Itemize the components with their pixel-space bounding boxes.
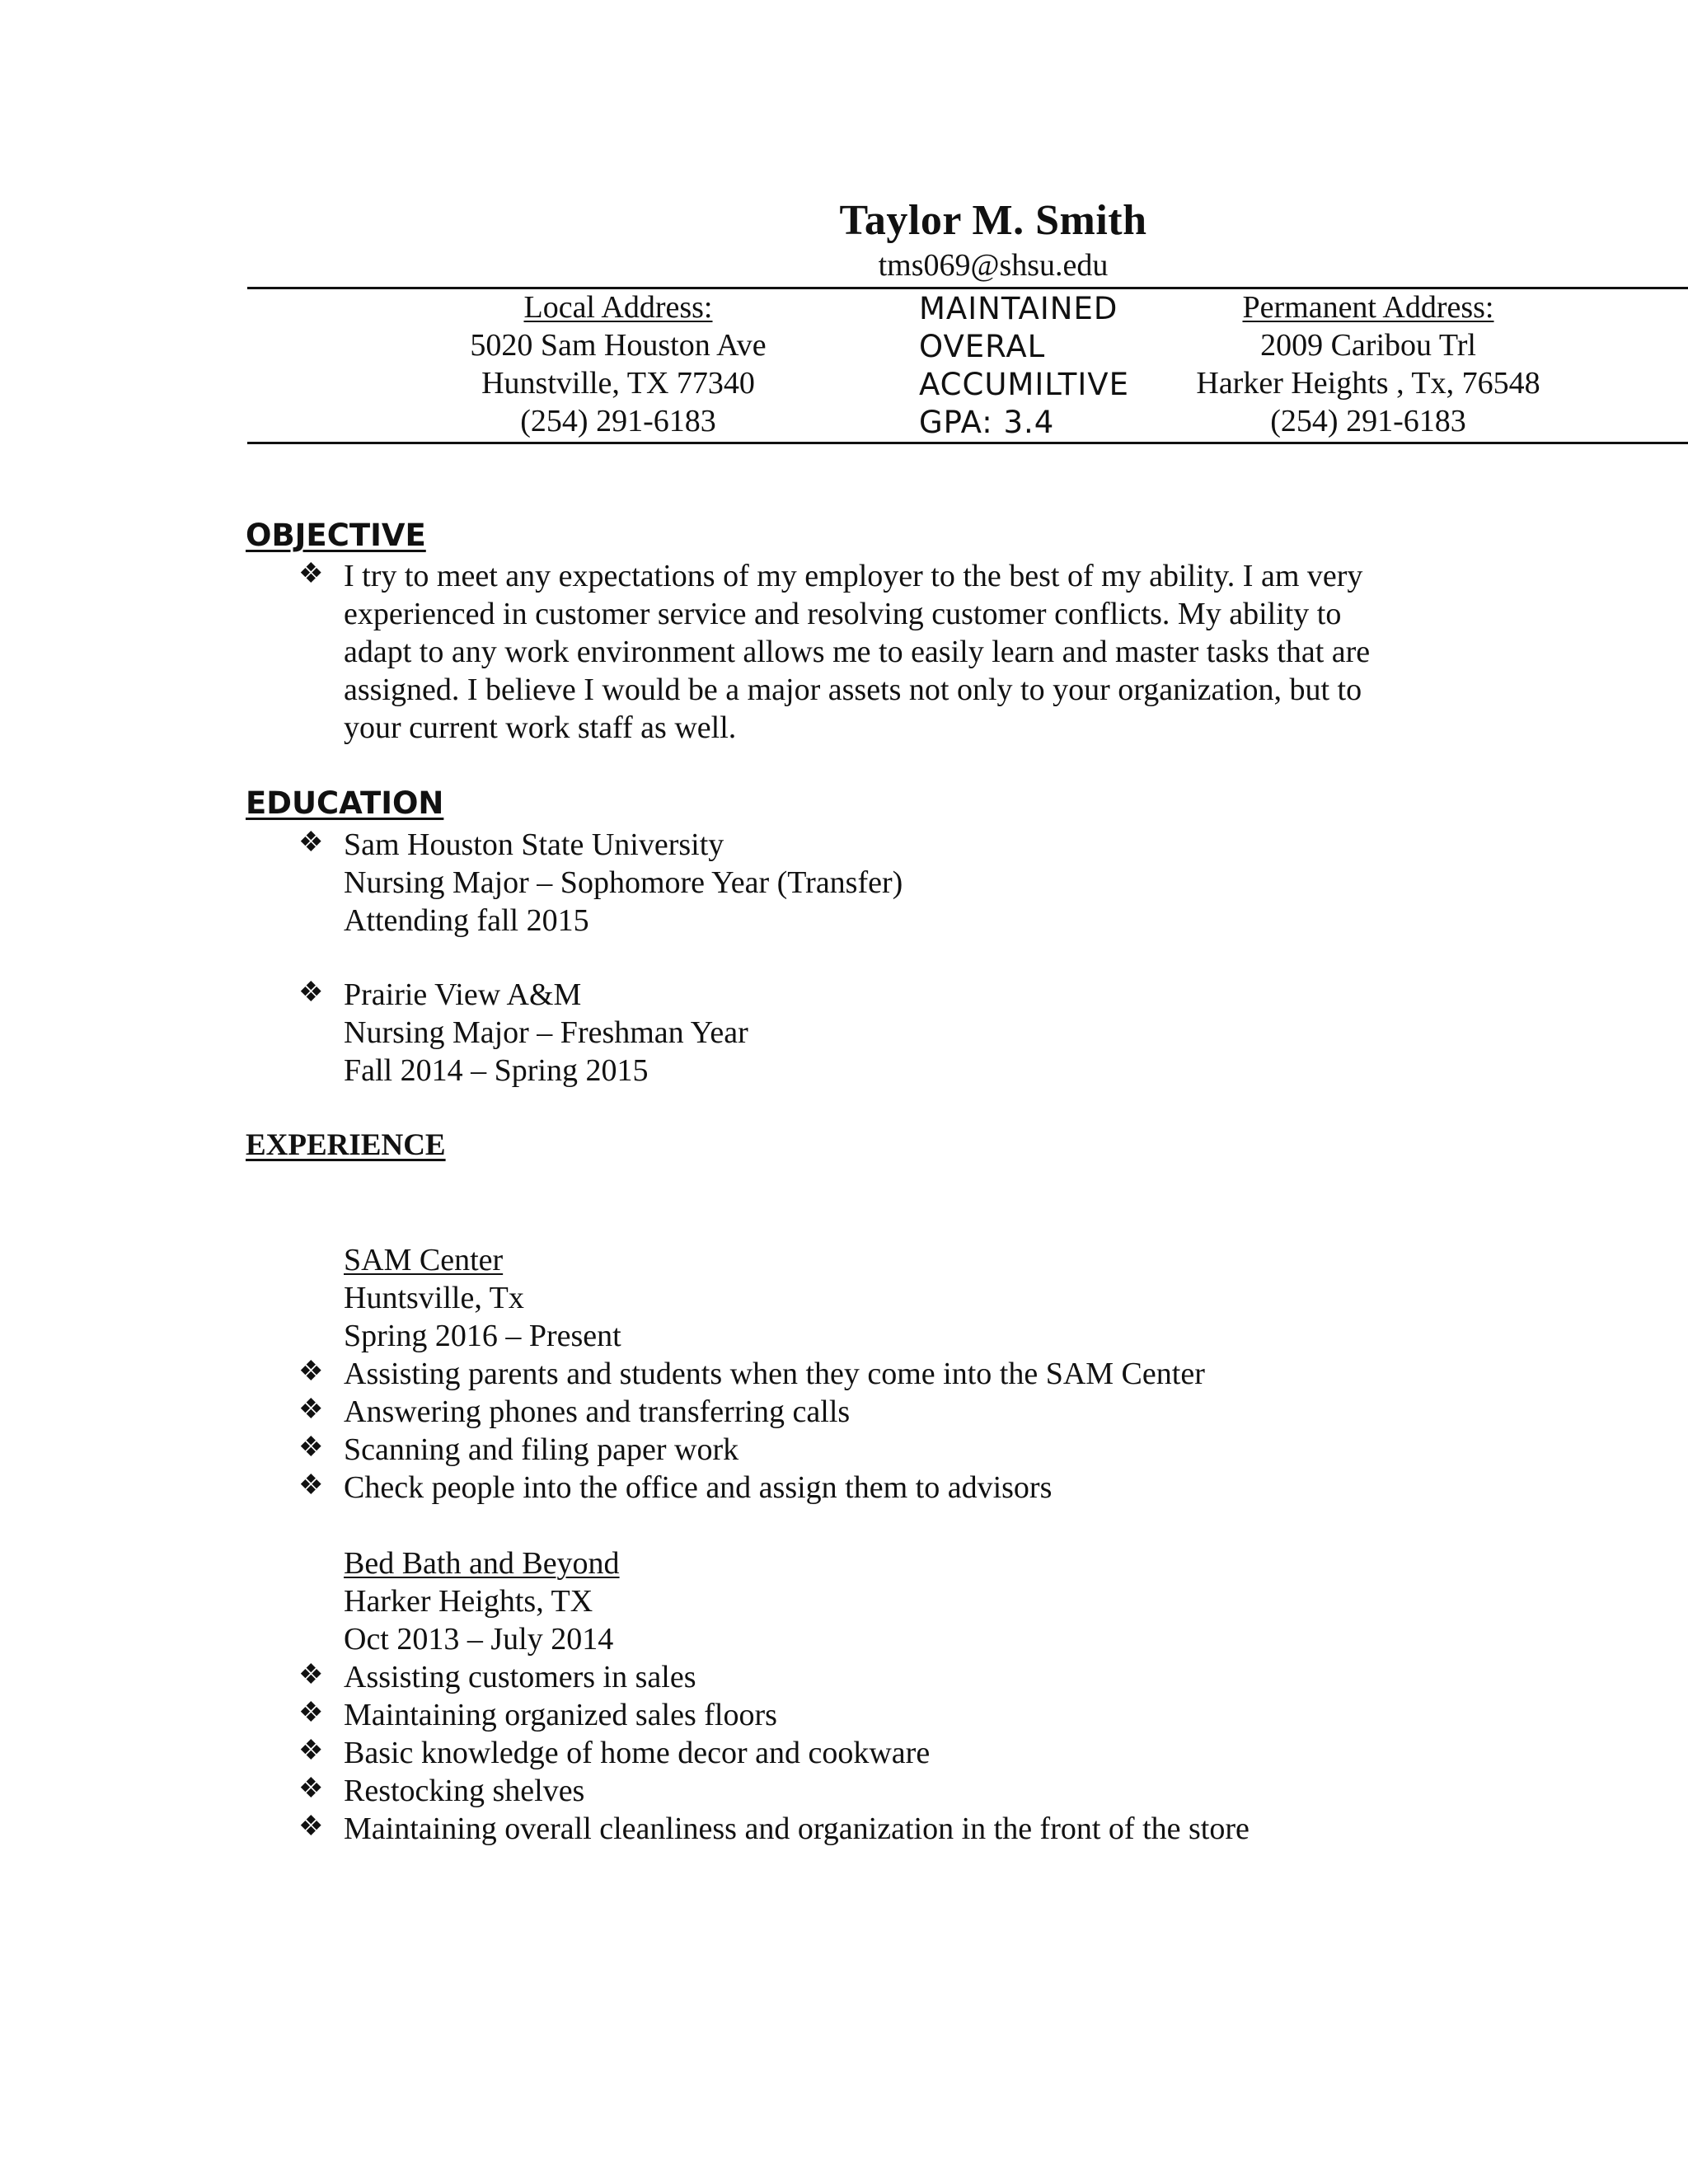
employer-location: Harker Heights, TX [344, 1584, 593, 1619]
school-name: Sam Houston State University [344, 827, 724, 862]
education-heading: EDUCATION [246, 785, 444, 821]
objective-line: your current work staff as well. [344, 710, 737, 745]
job-duty: Assisting customers in sales [344, 1660, 696, 1694]
permanent-address-heading: Permanent Address: [1242, 290, 1494, 325]
resume-name: Taylor M. Smith [839, 197, 1147, 244]
permanent-address-block [1154, 288, 1582, 440]
local-address-city: Hunstville, TX 77340 [481, 366, 755, 401]
bullet-icon: ❖ [298, 1698, 324, 1728]
local-address-phone: (254) 291-6183 [520, 404, 716, 438]
objective-line: assigned. I believe I would be a major assets not only to your organization, but to [344, 673, 1362, 707]
job-duty: Answering phones and transferring calls [344, 1394, 851, 1429]
objective-paragraph [344, 557, 1432, 747]
bullet-icon: ❖ [298, 1470, 324, 1501]
employer-location: Huntsville, Tx [344, 1281, 524, 1315]
objective-line: I try to meet any expectations of my employer to the best of my ability. I am very [344, 559, 1363, 593]
employment-dates: Spring 2016 – Present [344, 1319, 621, 1353]
objective-line: adapt to any work environment allows me to easily learn and master tasks that are [344, 635, 1371, 669]
school-major: Nursing Major – Sophomore Year (Transfer) [344, 865, 903, 900]
local-address-street: 5020 Sam Houston Ave [470, 328, 767, 363]
job-duty: Check people into the office and assign them to advisors [344, 1470, 1053, 1505]
employer-name: Bed Bath and Beyond [344, 1546, 620, 1581]
job-duty: Basic knowledge of home decor and cookware [344, 1736, 931, 1770]
experience-heading: EXPERIENCE [246, 1128, 446, 1162]
job-duty: Restocking shelves [344, 1774, 585, 1808]
gpa-line: GPA: 3.4 [919, 405, 1055, 440]
local-address-block [412, 288, 824, 440]
gpa-line: MAINTAINED [919, 291, 1118, 326]
bullet-icon: ❖ [298, 827, 324, 858]
objective-heading: OBJECTIVE [246, 518, 426, 553]
bullet-icon: ❖ [298, 1394, 324, 1425]
bullet-icon: ❖ [298, 1357, 324, 1387]
permanent-address-phone: (254) 291-6183 [1270, 404, 1466, 438]
school-dates: Fall 2014 – Spring 2015 [344, 1053, 649, 1088]
gpa-line: ACCUMILTIVE [919, 367, 1129, 402]
gpa-line: OVERAL [919, 329, 1046, 364]
school-dates: Attending fall 2015 [344, 903, 589, 938]
job-duty: Maintaining overall cleanliness and organization in the front of the store [344, 1811, 1250, 1846]
job-duty: Assisting parents and students when they come into the SAM Center [344, 1357, 1205, 1391]
bullet-icon: ❖ [298, 1774, 324, 1804]
bullet-icon: ❖ [298, 1811, 324, 1842]
employer-name: SAM Center [344, 1243, 504, 1277]
header-bottom-rule [247, 442, 1688, 444]
bullet-icon: ❖ [298, 1660, 324, 1690]
employment-dates: Oct 2013 – July 2014 [344, 1622, 614, 1657]
job-duty: Maintaining organized sales floors [344, 1698, 777, 1732]
objective-line: experienced in customer service and resolving customer conflicts. My ability to [344, 597, 1342, 631]
permanent-address-city: Harker Heights , Tx, 76548 [1196, 366, 1540, 401]
bullet-icon: ❖ [298, 1432, 324, 1463]
gpa-block [919, 290, 1129, 442]
bullet-icon: ❖ [298, 559, 324, 589]
school-major: Nursing Major – Freshman Year [344, 1015, 748, 1050]
local-address-heading: Local Address: [523, 290, 713, 325]
email-address: tms069@shsu.edu [878, 248, 1109, 283]
bullet-icon: ❖ [298, 977, 324, 1008]
school-name: Prairie View A&M [344, 977, 582, 1012]
permanent-address-street: 2009 Caribou Trl [1260, 328, 1476, 363]
job-duty: Scanning and filing paper work [344, 1432, 739, 1467]
bullet-icon: ❖ [298, 1736, 324, 1766]
